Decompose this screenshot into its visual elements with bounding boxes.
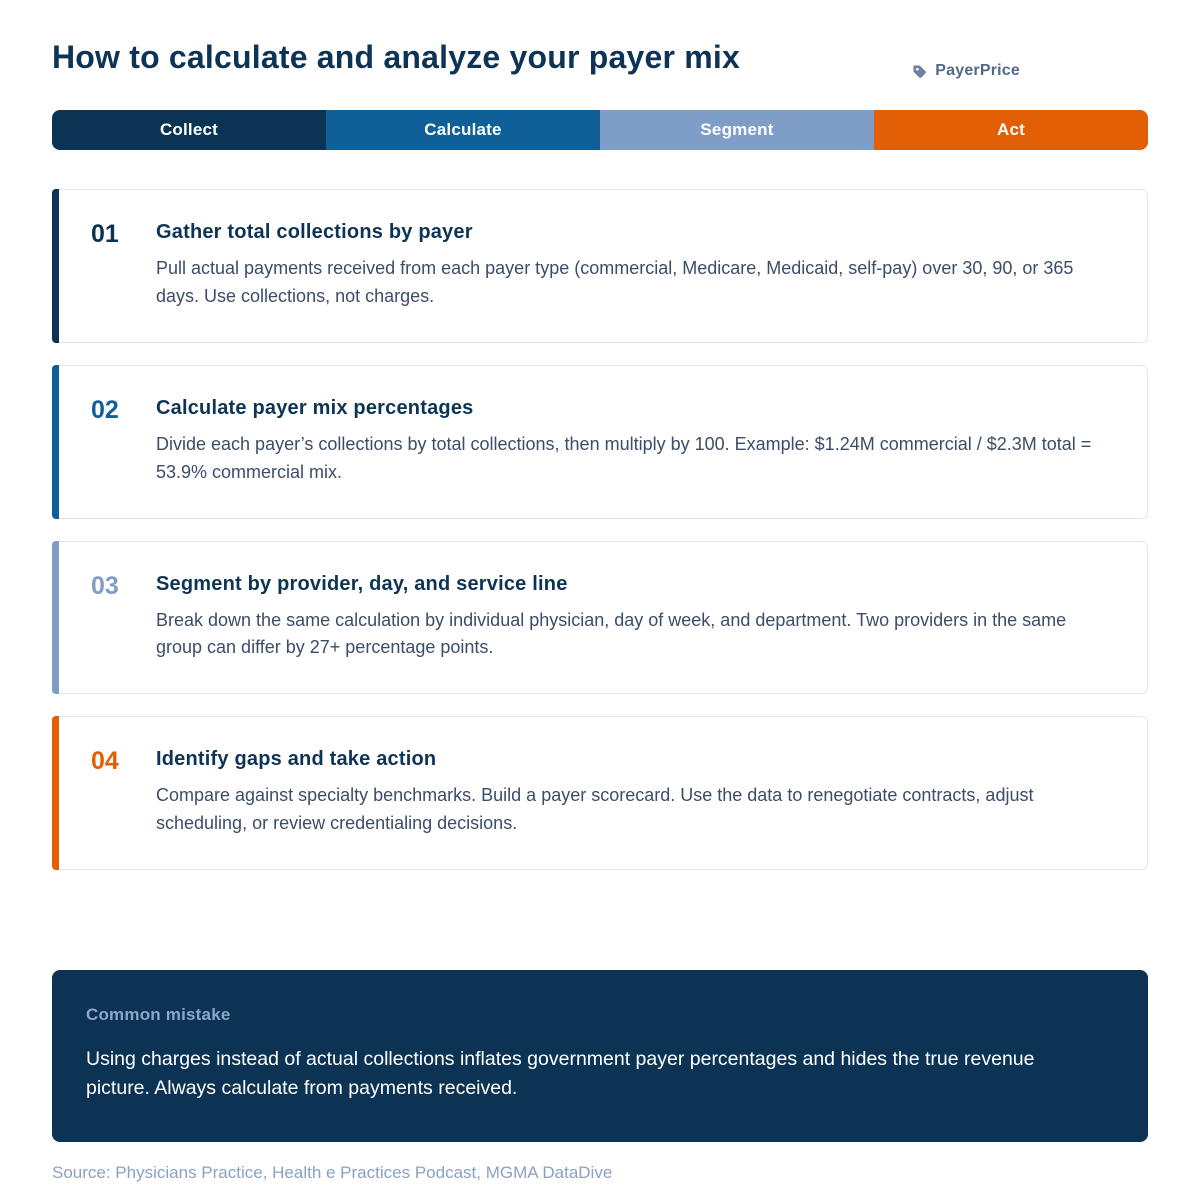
brand-logo [911, 62, 1020, 80]
progress-segment-calculate [326, 110, 600, 150]
progress-segment-collect [52, 110, 326, 150]
step-description: Pull actual payments received from each payer type (commercial, Medicare, Medicaid, self-pay) over 30, 90, or 365 days. Use collections, not charges. [156, 258, 1074, 306]
step-content [156, 573, 1097, 663]
step-accent-bar [52, 189, 59, 343]
step-card-3 [52, 541, 1148, 695]
step-number: 02 [91, 395, 119, 424]
step-card-4 [52, 716, 1148, 870]
step-title: Identify gaps and take action [156, 748, 437, 771]
step-title: Segment by provider, day, and service line [156, 572, 568, 595]
progress-segment-label: Calculate [424, 120, 502, 139]
common-mistake-callout [52, 970, 1148, 1142]
step-accent-bar [52, 541, 59, 695]
progress-segment-label: Segment [700, 120, 774, 139]
step-number: 03 [91, 571, 119, 600]
source-attribution: Source: Physicians Practice, Health e Practices Podcast, MGMA DataDive [52, 1162, 613, 1182]
step-content [156, 748, 1097, 838]
step-description: Compare against specialty benchmarks. Build a payer scorecard. Use the data to renegotiate contracts, adjust scheduling, or review credentialing decisions. [156, 785, 1034, 834]
step-number: 01 [91, 220, 119, 248]
step-number: 04 [91, 747, 119, 776]
step-content [156, 397, 1097, 487]
step-accent-bar [52, 365, 59, 519]
progress-bar [52, 110, 1148, 150]
step-content [156, 221, 1097, 311]
header [52, 36, 1148, 80]
progress-segment-act [874, 110, 1148, 150]
step-description: Divide each payer’s collections by total collections, then multiply by 100. Example: $1.24M commercial / $2.3M total = 53.9% commercial mix. [156, 433, 1092, 482]
brand-name: PayerPrice [935, 62, 1020, 79]
step-description: Break down the same calculation by individual physician, day of week, and department. Two providers in the same group can differ by 27+ percentage points. [156, 609, 1067, 658]
step-card-1 [52, 189, 1148, 343]
price-tag-icon [911, 63, 928, 80]
progress-segment-label: Act [997, 120, 1025, 139]
callout-text: Using charges instead of actual collections inflates government payer percentages and hides the true revenue picture. Always calculate from payments received. [86, 1048, 1035, 1100]
step-card-2 [52, 365, 1148, 519]
page-title: How to calculate and analyze your payer mix [52, 39, 740, 75]
step-title: Calculate payer mix percentages [156, 396, 474, 419]
step-accent-bar [52, 716, 59, 870]
progress-segment-label: Collect [159, 120, 219, 139]
callout-label: Common mistake [86, 1005, 231, 1025]
steps-list [52, 189, 1148, 870]
step-title: Gather total collections by payer [156, 221, 473, 243]
progress-segment-segment [600, 110, 874, 150]
